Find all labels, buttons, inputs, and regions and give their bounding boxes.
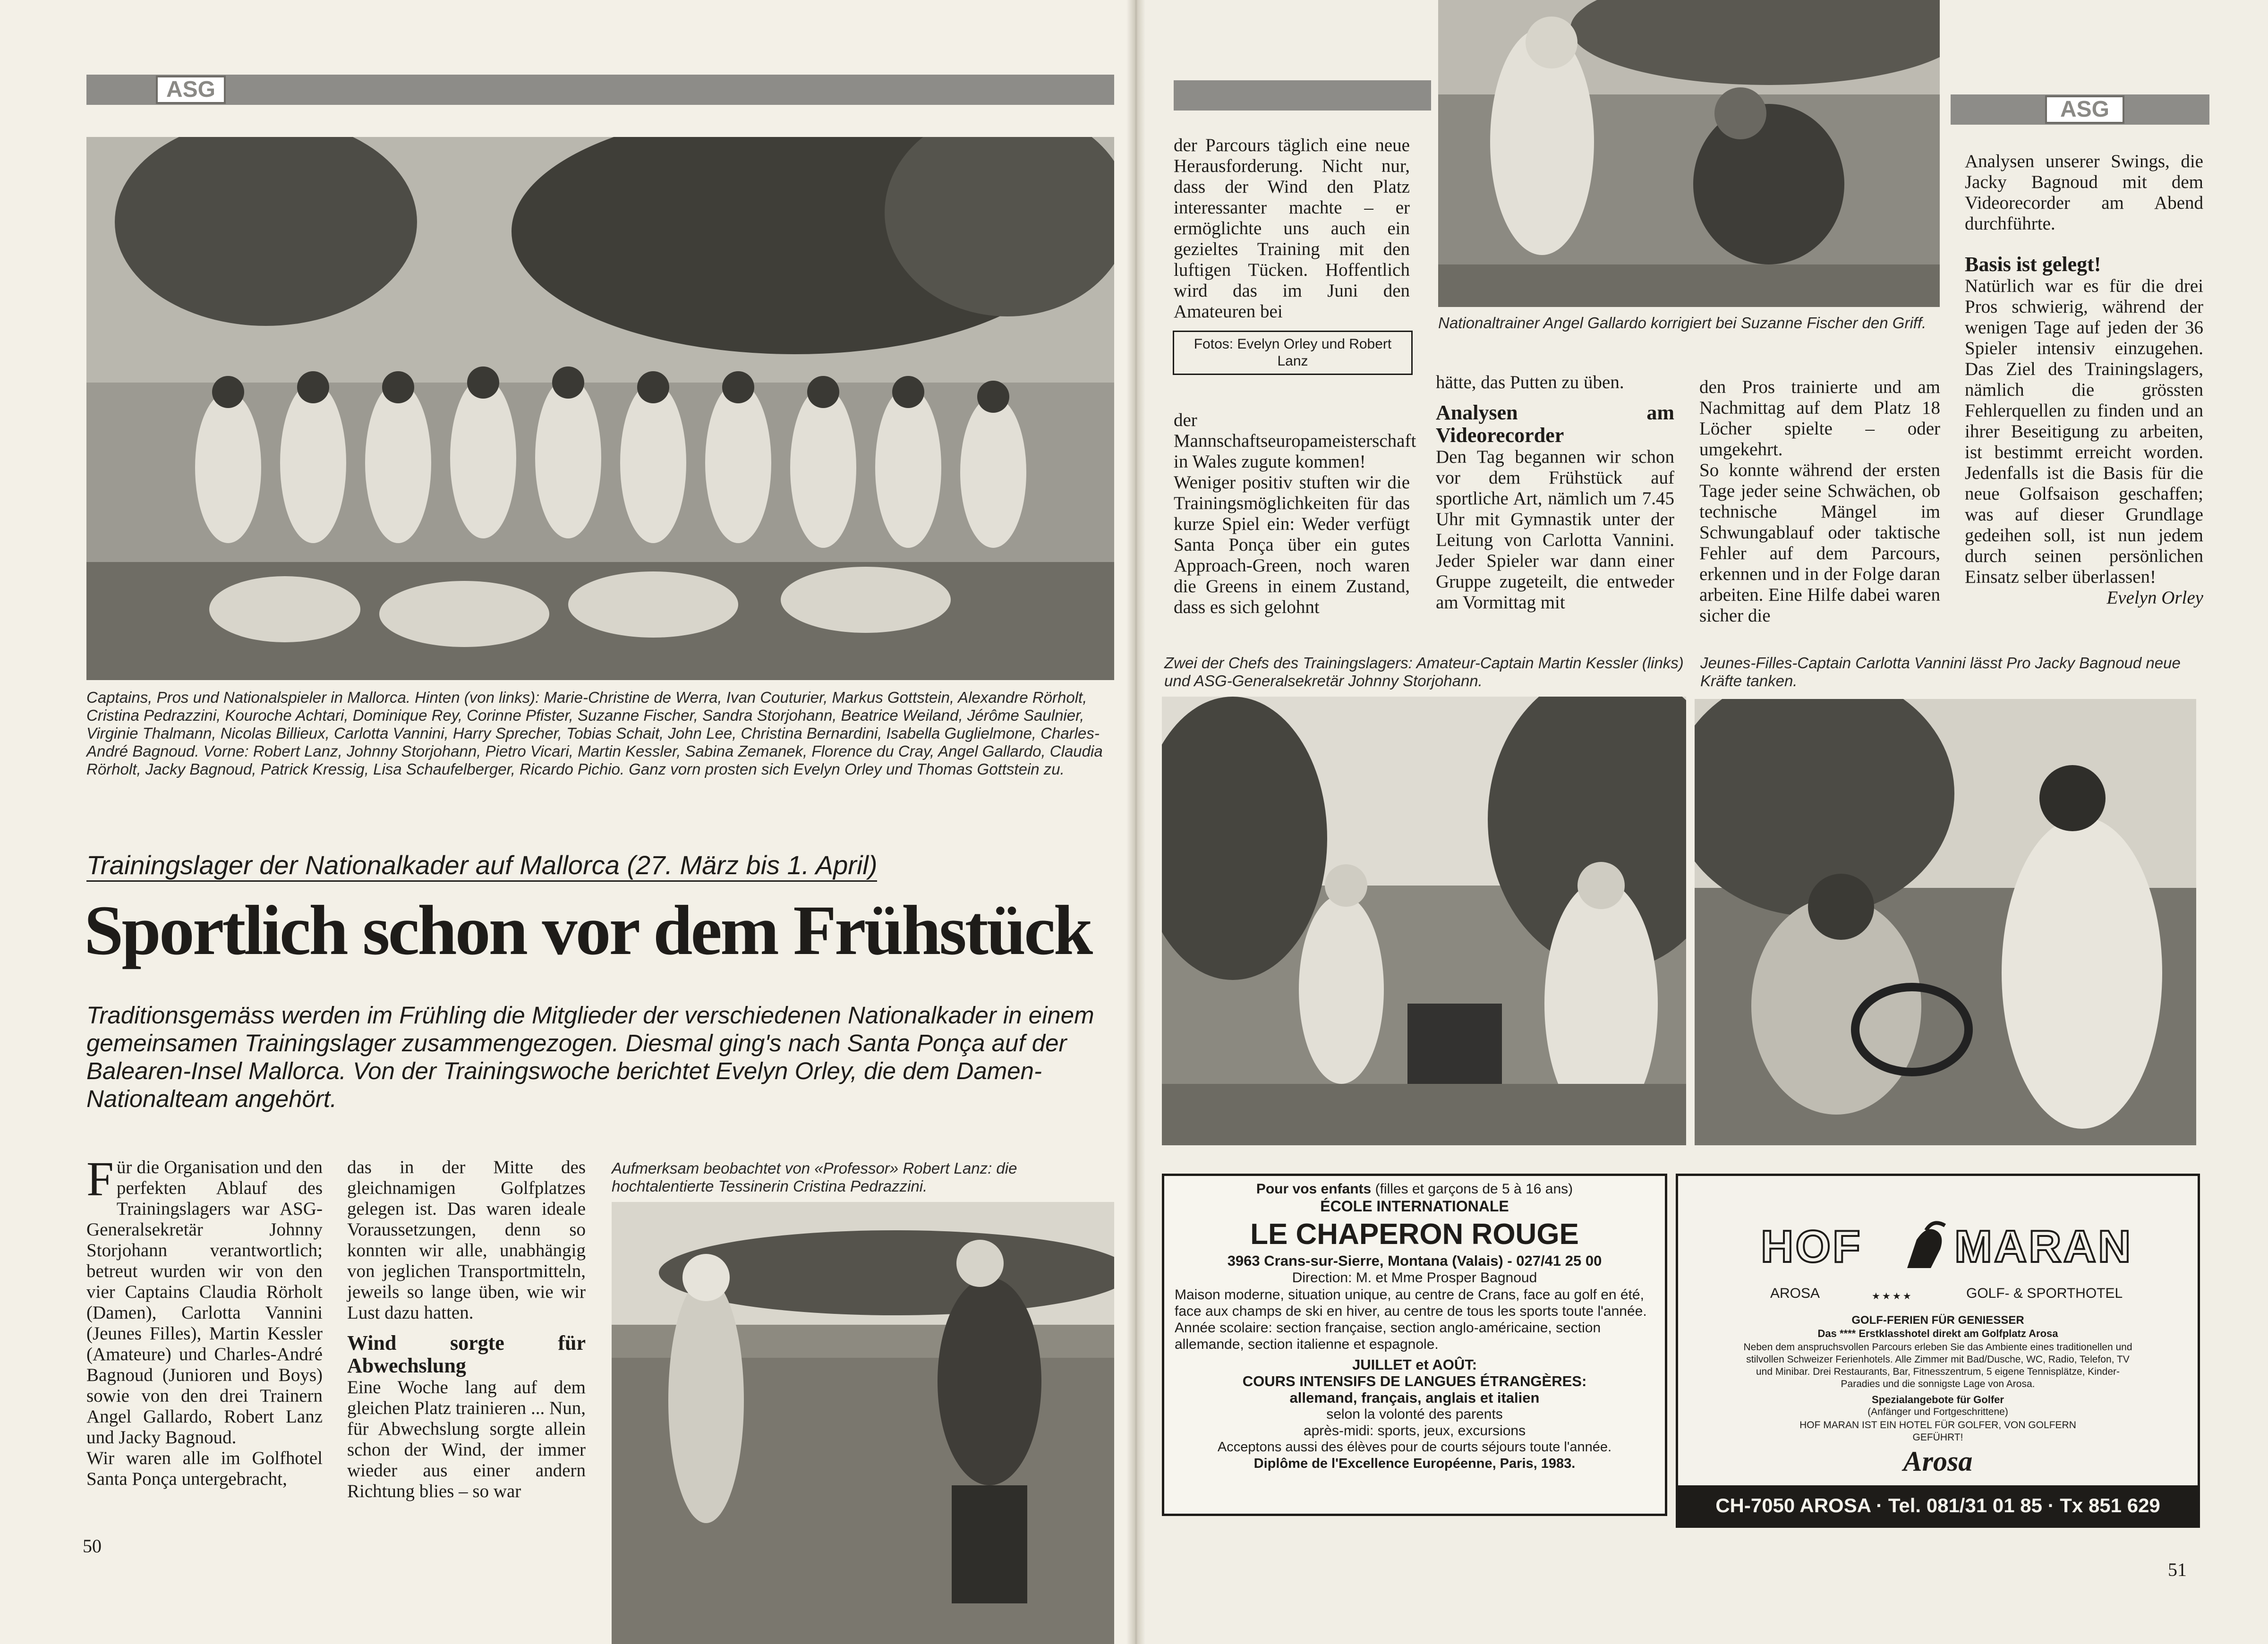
right-col2-text2: Den Tag begannen wir schon vor dem Frühstück auf sportliche Art, nämlich um 7.45 Uhr mit Gymnastik unter der Leitung von Carlotta Vannini. Jeder Spieler war dann einer Gruppe zugeteilt, die entweder am Vormittag mit	[1436, 447, 1674, 613]
hof-maran-contact: CH-7050 AROSA · Tel. 081/31 01 85 · Tx 851 629	[1678, 1485, 2198, 1525]
ad-chaperon-summer4: selon la volonté des parents	[1326, 1406, 1503, 1422]
hof-maran-logo-right: MARAN	[1954, 1221, 2133, 1272]
photo-lanz-caption: Aufmerksam beobachtet von «Professor» Robert Lanz: die hochtalentierte Tessinerin Cristina Pedrazzini.	[612, 1159, 1017, 1195]
hof-maran-headline: GOLF-FERIEN FÜR GENIESSER	[1851, 1314, 2024, 1327]
section-bar-left	[86, 75, 1114, 105]
ad-chaperon-summer5: après-midi: sports, jeux, excursions	[1303, 1423, 1526, 1439]
ad-chaperon-body2: Année scolaire: section française, section anglo-américaine, section allemande, section italienne et espagnole.	[1175, 1320, 1601, 1352]
left-col2-subhead: Wind sorgte für Abwechslung	[347, 1331, 586, 1377]
right-col4-text: Analysen unserer Swings, die Jacky Bagnoud mit dem Videorecorder am Abend durchführte.	[1965, 151, 2203, 234]
group-photo	[86, 137, 1114, 680]
ad-chaperon-line1: Pour vos enfants (filles et garçons de 5 à 16 ans)	[1256, 1181, 1573, 1197]
drop-cap: F	[86, 1152, 114, 1206]
ad-chaperon-rouge	[1162, 1174, 1667, 1516]
photo-gallardo-caption: Nationaltrainer Angel Gallardo korrigiert bei Suzanne Fischer den Griff.	[1438, 314, 1927, 332]
right-col3-text: den Pros trainierte und am Nachmittag auf dem Platz 18 Löcher spielte – oder umgekehrt.	[1699, 377, 1940, 460]
ad-chaperon-footer2: Diplôme de l'Excellence Européenne, Paris, 1983.	[1253, 1456, 1576, 1471]
ad-chaperon-footer1: Acceptons aussi des élèves pour de courts séjours toute l'année.	[1217, 1440, 1612, 1455]
ad-hof-maran	[1676, 1174, 2200, 1528]
page-number-right: 51	[2168, 1559, 2187, 1580]
hof-maran-claim: HOF MARAN IST EIN HOTEL FÜR GOLFER, VON GOLFERN GEFÜHRT!	[1799, 1420, 2076, 1443]
photo-gallardo-fischer	[1438, 0, 1940, 307]
right-column-1	[1174, 135, 1410, 322]
ad-chaperon-body1: Maison moderne, situation unique, au centre de Crans, face au golf en été, face aux champs de ski en hiver, au centre de tous les sports toute l'année.	[1175, 1287, 1647, 1319]
right-col1-text2: der Mannschaftseuropameisterschaft in Wales zugute kommen!	[1174, 410, 1416, 472]
photo-chefs-caption: Zwei der Chefs des Trainingslagers: Amateur-Captain Martin Kessler (links) und ASG-Generalsekretär Johnny Storjohann.	[1164, 654, 1684, 690]
photo-vannini-caption: Jeunes-Filles-Captain Carlotta Vannini lässt Pro Jacky Bagnoud neue Kräfte tanken.	[1700, 654, 2181, 690]
article-headline: Sportlich schon vor dem Frühstück	[84, 891, 1091, 970]
right-col4-subhead: Basis ist gelegt!	[1965, 253, 2101, 276]
ad-chaperon-summer2: COURS INTENSIFS DE LANGUES ÉTRANGÈRES:	[1242, 1373, 1587, 1389]
left-col2-text: das in der Mitte des gleichnamigen Golfplatzes gelegen ist. Das waren ideale Voraussetzungen, denn so konnten wir alle, unabhängig von jeglichen Transportmitteln, jeweils so lange üben, wie wir Lust dazu hatten.	[347, 1157, 586, 1323]
asg-section-tag-right: ASG	[2045, 95, 2124, 124]
left-col1-text2: Wir waren alle im Golfhotel Santa Ponça untergebracht,	[86, 1448, 323, 1489]
hof-maran-subline: Das **** Erstklasshotel direkt am Golfplatz Arosa	[1817, 1328, 2058, 1339]
ad-chaperon-title: LE CHAPERON ROUGE	[1250, 1218, 1579, 1251]
asg-section-tag-left: ASG	[156, 76, 226, 104]
photo-kessler-storjohann	[1162, 697, 1686, 1145]
photo-credit-box: Fotos: Evelyn Orley und Robert Lanz	[1173, 331, 1413, 375]
right-column-3	[1699, 377, 1940, 626]
ad-chaperon-school: ÉCOLE INTERNATIONALE	[1320, 1198, 1509, 1215]
right-col4-text2: Natürlich war es für die drei Pros schwierig, während der wenigen Tage auf jeden der 36 Spieler intensiv einzugehen. Das Ziel des Trainingslagers, nämlich die grössten Fehlerquellen zu finden und an ihrer Beseitigung zu arbeiten, ist bestimmt erreicht worden. Jedenfalls ist die Basis für die neue Golfsaison geschaffen; was auf dieser Grundlage gedeihen soll, ist nun jedem durch seinen persönlichen Einsatz selber überlassen!	[1965, 276, 2203, 587]
hof-maran-special: Spezialangebote für Golfer	[1872, 1394, 2004, 1405]
right-col1-text: der Parcours täglich eine neue Herausforderung. Nicht nur, dass der Wind den Platz interessanter machte – er ermöglichte uns auch ein gezieltes Training mit den luftigen Tücken. Hoffentlich wird das im Juni den Amateuren bei	[1174, 135, 1410, 322]
right-col2-subhead: Analysen am Videorecorder	[1436, 401, 1674, 447]
photo-lanz-pedrazzini	[612, 1202, 1114, 1644]
right-column-2	[1436, 372, 1674, 613]
group-photo-caption: Captains, Pros und Nationalspieler in Mallorca. Hinten (von links): Marie-Christine de Werra, Ivan Couturier, Markus Gottstein, Alexandre Rörholt, Cristina Pedrazzini, Kouroche Achtari, Dominique Rey, Corinne Pfister, Suzanne Fischer, Sandra Storjohann, Beatrice Weiland, Jérôme Saulnier, Virginie Thalmann, Nicolas Billieux, Carlotta Vannini, Harry Sprecher, Tobias Schait, John Lee, Christina Bernardini, Isabella Guglielmone, Charles-André Bagnoud. Vorne: Robert Lanz, Johnny Storjohann, Pietro Vicari, Martin Kessler, Sabina Zemanek, Florence du Cray, Angel Gallardo, Claudia Rörholt, Jacky Bagnoud, Patrick Kressig, Lisa Schaufelberger, Ricardo Pichio. Ganz vorn prosten sich Evelyn Orley und Thomas Gottstein zu.	[86, 689, 1103, 778]
left-col2-text2: Eine Woche lang auf dem gleichen Platz trainieren ... Nun, für Abwechslung sorgte allein schon der Wind, der immer wieder aus einer andern Richtung blies – so war	[347, 1377, 586, 1501]
hof-maran-logo	[1761, 1221, 2133, 1273]
magazine-spine	[1126, 0, 1145, 1644]
right-col2-text: hätte, das Putten zu üben.	[1436, 372, 1624, 392]
right-col1-text3: Weniger positiv stuften wir die Trainingsmöglichkeiten für das kurze Spiel ein: Weder verfügt Santa Ponça über ein gutes Approach-Green, noch waren die Greens in einem Zustand, dass es sich gelohnt	[1174, 472, 1410, 617]
right-column-1b	[1174, 410, 1416, 618]
hof-maran-hotel-type: GOLF- & SPORTHOTEL	[1966, 1286, 2123, 1301]
article-kicker: Trainingslager der Nationalkader auf Mallorca (27. März bis 1. April)	[86, 850, 877, 882]
left-column-1	[86, 1152, 323, 1490]
hof-maran-stars: ★★★★	[1872, 1291, 1913, 1302]
hof-maran-special-sub: (Anfänger und Fortgeschrittene)	[1867, 1406, 2008, 1417]
ad-chaperon-summer1: JUILLET et AOÛT:	[1352, 1356, 1477, 1373]
hof-maran-script: Arosa	[1903, 1446, 1973, 1477]
hof-maran-place: AROSA	[1770, 1286, 1820, 1301]
hof-maran-body: Neben dem anspruchsvollen Parcours erleben Sie das Ambiente eines traditionellen und stilvollen Schweizer Ferienhotels. Alle Zimmer mit Bad/Dusche, WC, Radio, Telefon, TV und Minibar. Drei Restaurants, Bar, Fitnesszentrum, 5 eigene Tennisplätze, Kinder-Paradies und die sonnigste Lage von Arosa.	[1743, 1342, 2132, 1389]
ad-chaperon-direction: Direction: M. et Mme Prosper Bagnoud	[1292, 1270, 1537, 1286]
right-col3-text2: So konnte während der ersten Tage jeder seine Schwächen, ob technische Mängel im Schwungablauf oder taktische Fehler auf dem Parcours, erkennen und in der Folge daran arbeiten. Eine Hilfe dabei waren sicher die	[1699, 460, 1940, 626]
left-column-2	[347, 1157, 586, 1502]
article-lead: Traditionsgemäss werden im Frühling die Mitglieder der verschiedenen Nationalkader in einem gemeinsamen Trainingslager zusammengezogen. Diesmal ging's nach Santa Ponça auf der Balearen-Insel Mallorca. Von der Trainingswoche berichtet Evelyn Orley, die dem Damen-Nationalteam angehört.	[86, 1002, 1094, 1112]
hof-maran-logo-left: HOF	[1761, 1221, 1862, 1272]
ad-chaperon-address: 3963 Crans-sur-Sierre, Montana (Valais) - 027/41 25 00	[1227, 1252, 1602, 1269]
photo-vannini-bagnoud	[1695, 699, 2196, 1145]
ad-chaperon-summer3: allemand, français, anglais et italien	[1289, 1389, 1540, 1406]
article-author: Evelyn Orley	[2106, 588, 2203, 608]
section-bar-right-a	[1174, 80, 1431, 111]
right-column-4	[1965, 151, 2203, 608]
page-number-left: 50	[83, 1535, 102, 1557]
left-col1-text: ür die Organisation und den perfekten Ablauf des Trainingslagers war ASG-Generalsekretär Johnny Storjohann verantwortlich; betreut wurden wir von den vier Captains Claudia Rörholt (Damen), Carlotta Vannini (Jeunes Filles), Martin Kessler (Amateure) und Charles-André Bagnoud (Junioren und Boys) sowie von den drei Trainern Angel Gallardo, Robert Lanz und Jacky Bagnoud.	[86, 1157, 323, 1448]
ibex-icon	[1898, 1221, 1954, 1273]
